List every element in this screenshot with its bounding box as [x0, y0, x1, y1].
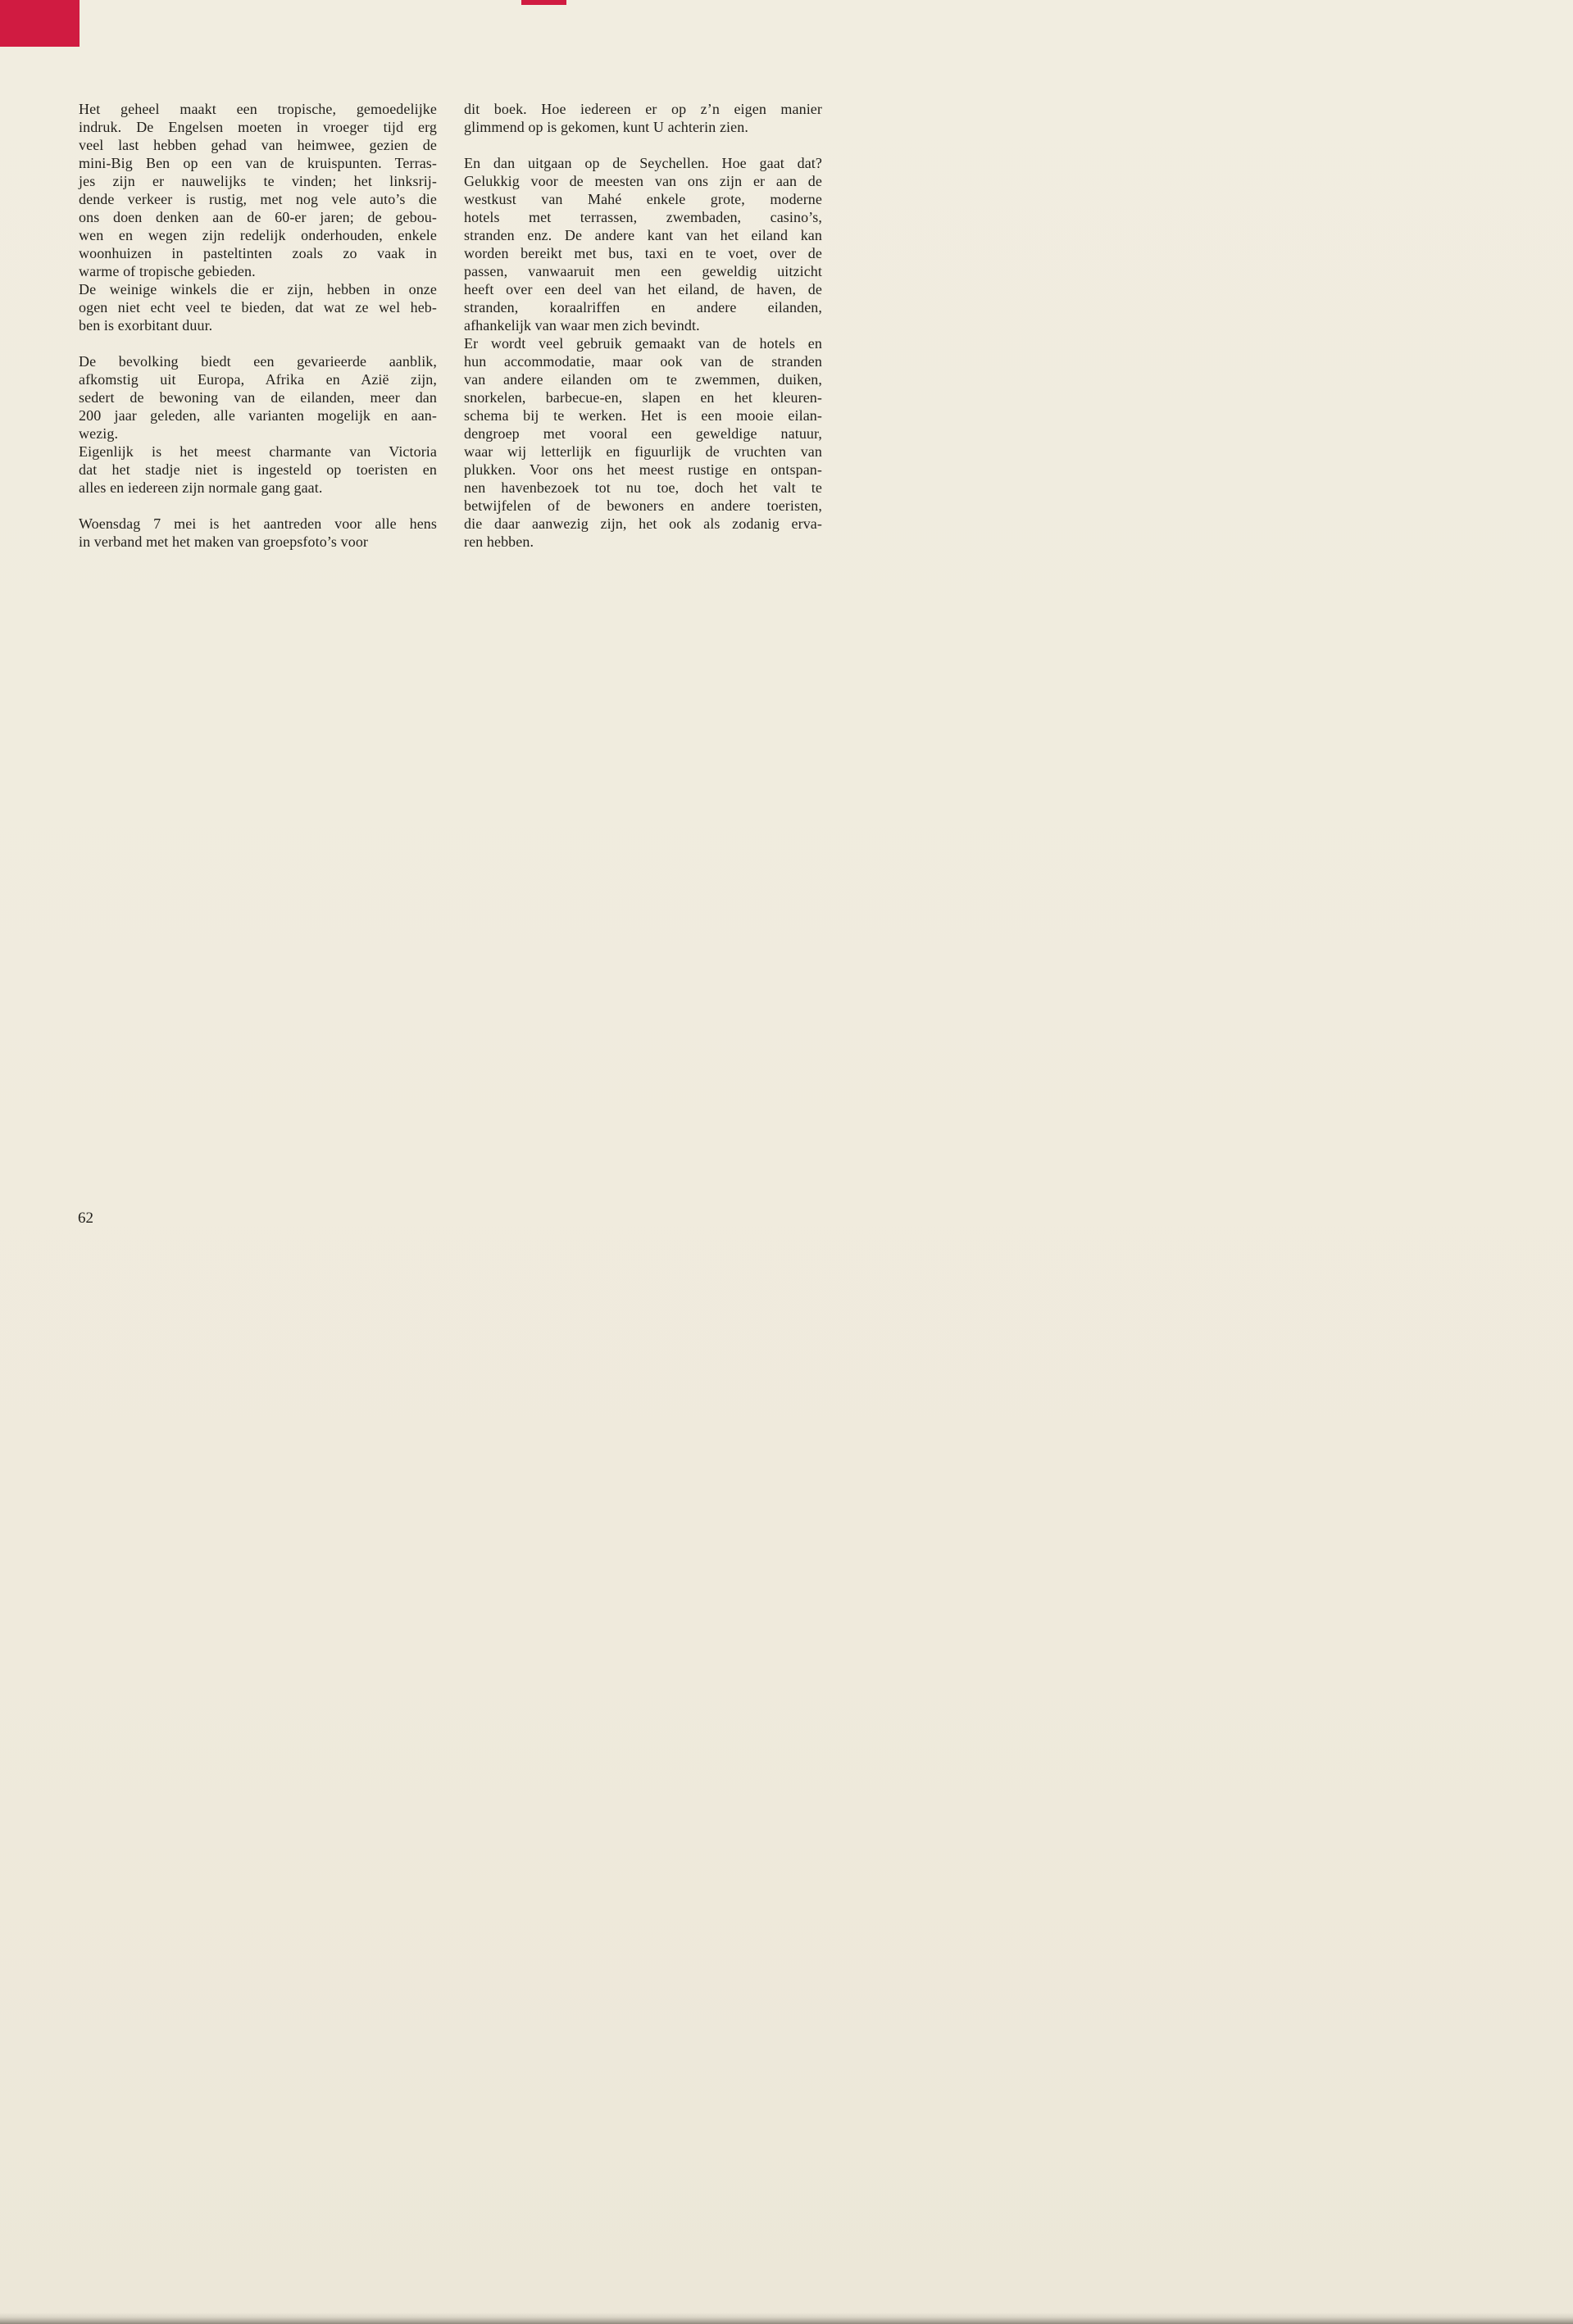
text-block [79, 100, 437, 334]
text-block [79, 515, 437, 551]
page-number: 62 [78, 1210, 93, 1227]
text-line: afkomstig uit Europa, Afrika en Azië zijn, [79, 371, 437, 388]
text-line: betwijfelen of de bewoners en andere toeristen, [464, 497, 822, 514]
two-column-text-area [79, 100, 822, 551]
text-line: in verband met het maken van groepsfoto’s voor [79, 533, 369, 550]
text-line: dit boek. Hoe iedereen er op z’n eigen manier [464, 101, 822, 117]
text-line: ogen niet echt veel te bieden, dat wat ze wel heb- [79, 299, 437, 315]
text-line: dengroep met vooral een geweldige natuur, [464, 425, 822, 442]
red-top-edge-mark [521, 0, 566, 5]
text-line: stranden enz. De andere kant van het eiland kan [464, 227, 822, 243]
text-column-left [79, 100, 437, 551]
text-line: dende verkeer is rustig, met nog vele auto’s die [79, 191, 437, 207]
text-line: jes zijn er nauwelijks te vinden; het linksrij- [79, 173, 437, 189]
text-line: En dan uitgaan op de Seychellen. Hoe gaat dat? [464, 155, 822, 171]
text-column-right [464, 100, 822, 551]
text-block [464, 100, 822, 136]
text-line: dat het stadje niet is ingesteld op toeristen en [79, 461, 437, 478]
text-block [79, 352, 437, 497]
text-line: passen, vanwaaruit men een geweldig uitzicht [464, 263, 822, 279]
text-line: 200 jaar geleden, alle varianten mogelijk en aan- [79, 407, 437, 424]
text-line: die daar aanwezig zijn, het ook als zodanig erva- [464, 515, 822, 532]
text-line: De bevolking biedt een gevarieerde aanblik, [79, 353, 437, 370]
text-line: van andere eilanden om te zwemmen, duiken, [464, 371, 822, 388]
text-line: afhankelijk van waar men zich bevindt. [464, 317, 700, 334]
text-line: veel last hebben gehad van heimwee, gezien de [79, 137, 437, 153]
text-line: Eigenlijk is het meest charmante van Victoria [79, 443, 437, 460]
text-line: De weinige winkels die er zijn, hebben in onze [79, 281, 437, 297]
text-line: westkust van Mahé enkele grote, moderne [464, 191, 822, 207]
text-line: schema bij te werken. Het is een mooie eilan- [464, 407, 822, 424]
text-line: plukken. Voor ons het meest rustige en ontspan- [464, 461, 822, 478]
text-line: hun accommodatie, maar ook van de stranden [464, 353, 822, 370]
text-line: heeft over een deel van het eiland, de haven, de [464, 281, 822, 297]
text-line: indruk. De Engelsen moeten in vroeger tijd erg [79, 119, 437, 135]
text-line: sedert de bewoning van de eilanden, meer dan [79, 389, 437, 406]
text-line: Het geheel maakt een tropische, gemoedelijke [79, 101, 437, 117]
text-line: glimmend op is gekomen, kunt U achterin zien. [464, 119, 748, 135]
text-line: snorkelen, barbecue-en, slapen en het kleuren- [464, 389, 822, 406]
text-block [464, 154, 822, 551]
text-line: wen en wegen zijn redelijk onderhouden, enkele [79, 227, 437, 243]
text-line: ons doen denken aan de 60-er jaren; de gebou- [79, 209, 437, 225]
scan-bottom-edge [0, 2313, 1573, 2324]
text-line: warme of tropische gebieden. [79, 263, 256, 279]
text-line: woonhuizen in pasteltinten zoals zo vaak in [79, 245, 437, 261]
text-line: Er wordt veel gebruik gemaakt van de hotels en [464, 335, 822, 352]
text-line: Gelukkig voor de meesten van ons zijn er aan de [464, 173, 822, 189]
text-line: nen havenbezoek tot nu toe, doch het valt te [464, 479, 822, 496]
text-line: worden bereikt met bus, taxi en te voet, over de [464, 245, 822, 261]
text-line: mini-Big Ben op een van de kruispunten. Terras- [79, 155, 437, 171]
text-line: Woensdag 7 mei is het aantreden voor alle hens [79, 515, 437, 532]
text-line: waar wij letterlijk en figuurlijk de vruchten van [464, 443, 822, 460]
text-line: alles en iedereen zijn normale gang gaat. [79, 479, 323, 496]
text-line: wezig. [79, 425, 119, 442]
text-line: hotels met terrassen, zwembaden, casino’s, [464, 209, 822, 225]
red-corner-print-mark [0, 0, 80, 47]
text-line: stranden, koraalriffen en andere eilanden, [464, 299, 822, 315]
text-line: ren hebben. [464, 533, 534, 550]
text-line: ben is exorbitant duur. [79, 317, 213, 334]
